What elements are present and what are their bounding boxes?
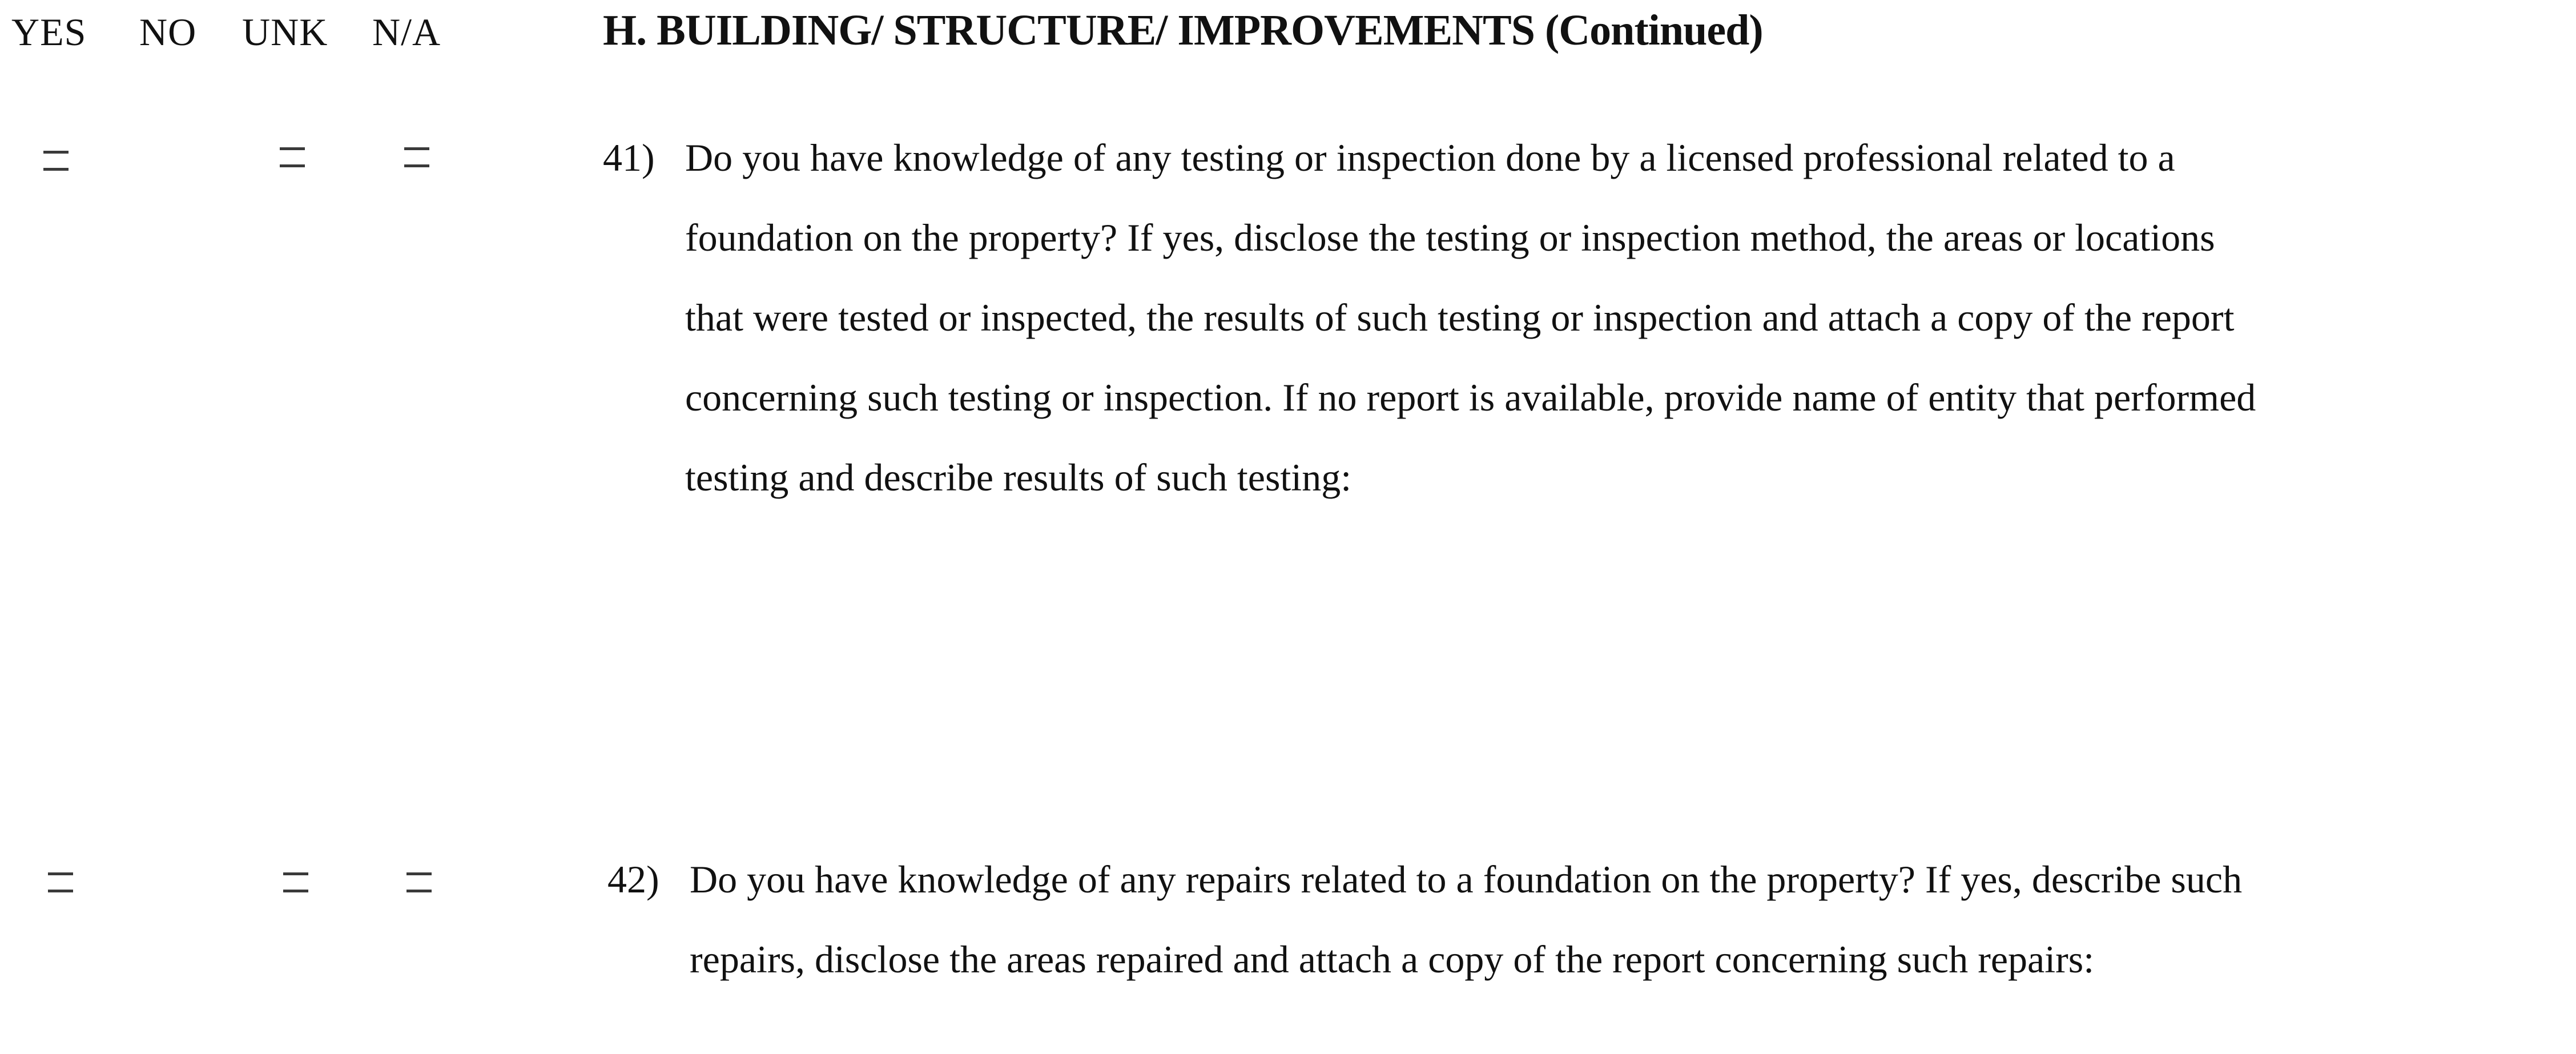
question-42-line-2: repairs, disclose the areas repaired and attach a copy of the report concerning such repairs: [690,938,2095,981]
column-header-no: NO [139,10,197,54]
q42-yes-checkbox[interactable] [48,872,73,890]
column-header-na: N/A [372,10,441,54]
question-41-line-3: that were tested or inspected, the results of such testing or inspection and attach a copy of the report [685,296,2235,339]
column-header-unk: UNK [242,10,328,54]
question-42-number: 42) [607,858,659,901]
question-41-number: 41) [603,136,655,179]
q41-yes-checkbox[interactable] [43,151,69,168]
question-41-text [685,118,2256,517]
q42-unk-checkbox[interactable] [283,872,308,890]
column-header-yes: YES [11,10,87,54]
question-41-line-2: foundation on the property? If yes, disclose the testing or inspection method, the areas or locations [685,216,2215,259]
question-42-text [690,839,2242,999]
question-41-line-1: Do you have knowledge of any testing or inspection done by a licensed professional related to a [685,136,2175,179]
section-title: H. BUILDING/ STRUCTURE/ IMPROVEMENTS (Continued) [603,6,1763,54]
q41-na-checkbox[interactable] [404,147,429,164]
q41-unk-checkbox[interactable] [280,147,305,164]
q42-na-checkbox[interactable] [406,872,432,890]
question-41-line-4: concerning such testing or inspection. If no report is available, provide name of entity that performed [685,376,2256,419]
question-42-line-1: Do you have knowledge of any repairs related to a foundation on the property? If yes, describe such [690,858,2243,901]
question-41-line-5: testing and describe results of such testing: [685,456,1352,499]
